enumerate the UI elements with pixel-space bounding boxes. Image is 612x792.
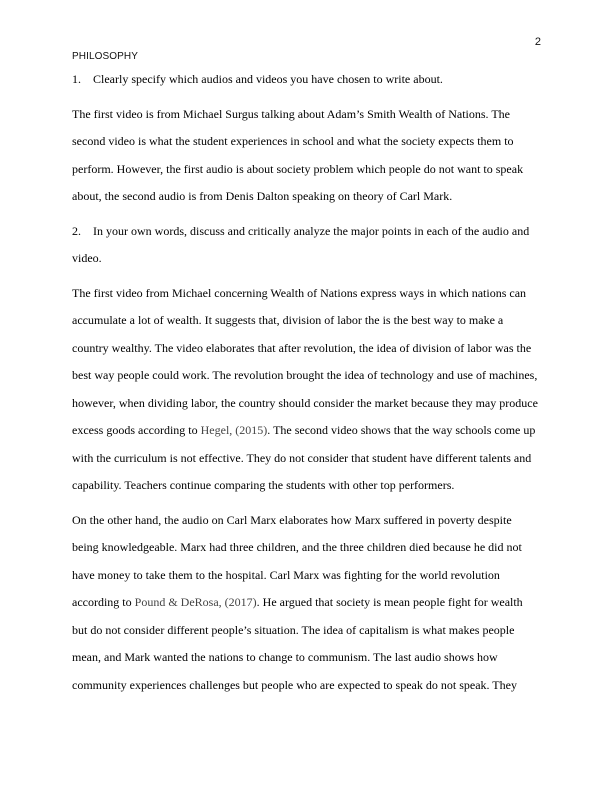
citation-hegel: Hegel, (2015) <box>200 423 268 437</box>
running-head: PHILOSOPHY <box>72 51 139 62</box>
paragraph-line: The first video from Michael concerning Wealth of Nations express ways in which nations can <box>72 285 527 300</box>
paragraph-line: second video is what the student experiences in school and what the society expects them to <box>72 134 514 148</box>
answer-3-paragraph <box>72 510 540 703</box>
paragraph-line: accumulate a lot of wealth. It suggests that, division of labor the is the best way to make a <box>72 313 504 327</box>
paragraph-line: about, the second audio is from Denis Dalton speaking on theory of Carl Mark. <box>72 189 453 203</box>
text-segment: excess goods according to <box>72 423 201 437</box>
text-segment: . He argued that society is mean people fight for wealth <box>256 595 523 609</box>
text-segment: . The second video shows that the way schools come up <box>267 423 536 437</box>
paragraph-line: have money to take them to the hospital. Carl Marx was fighting for the world revolution <box>72 567 500 582</box>
question-2 <box>72 221 540 276</box>
paragraph-line: best way people could work. The revolution brought the idea of technology and use of machines, <box>72 368 538 382</box>
paragraph-line: community experiences challenges but people who are expected to speak do not speak. They <box>72 677 517 692</box>
question-2-text-cont: video. <box>72 251 102 265</box>
paragraph-line: but do not consider different people’s situation. The idea of capitalism is what makes people <box>72 622 515 637</box>
paragraph-line-with-citation <box>72 420 540 448</box>
question-2-number: 2. <box>72 223 81 238</box>
question-1 <box>72 69 540 97</box>
paragraph-line: On the other hand, the audio on Carl Marx elaborates how Marx suffered in poverty despite <box>72 512 512 527</box>
paragraph-line: with the curriculum is not effective. They do not consider that student have different talents and <box>72 450 532 465</box>
answer-1-paragraph <box>72 104 540 214</box>
answer-2-paragraph <box>72 283 540 503</box>
paragraph-line: The first video is from Michael Surgus talking about Adam’s Smith Wealth of Nations. The <box>72 106 510 121</box>
citation-pound-derosa: Pound & DeRosa, (2017) <box>134 595 257 609</box>
document-body <box>72 69 540 702</box>
paragraph-line: country wealthy. The video elaborates that after revolution, the idea of division of labor was the <box>72 340 532 355</box>
text-segment: according to <box>72 595 135 609</box>
paragraph-line: however, when dividing labor, the country should consider the market because they may produce <box>72 395 538 410</box>
paragraph-line: perform. However, the first audio is about society problem which people do not want to speak <box>72 161 524 176</box>
question-2-text: In your own words, discuss and critically analyze the major points in each of the audio and <box>93 223 530 238</box>
paragraph-line-with-citation <box>72 592 540 620</box>
page-number: 2 <box>534 36 541 48</box>
paragraph-line: being knowledgeable. Marx had three children, and the three children died because he did not <box>72 540 522 554</box>
question-1-number: 1. <box>72 72 81 86</box>
paragraph-line: mean, and Mark wanted the nations to change to communism. The last audio shows how <box>72 650 498 664</box>
paragraph-line: capability. Teachers continue comparing the students with other top performers. <box>72 478 455 492</box>
question-1-text: Clearly specify which audios and videos you have chosen to write about. <box>93 72 443 86</box>
